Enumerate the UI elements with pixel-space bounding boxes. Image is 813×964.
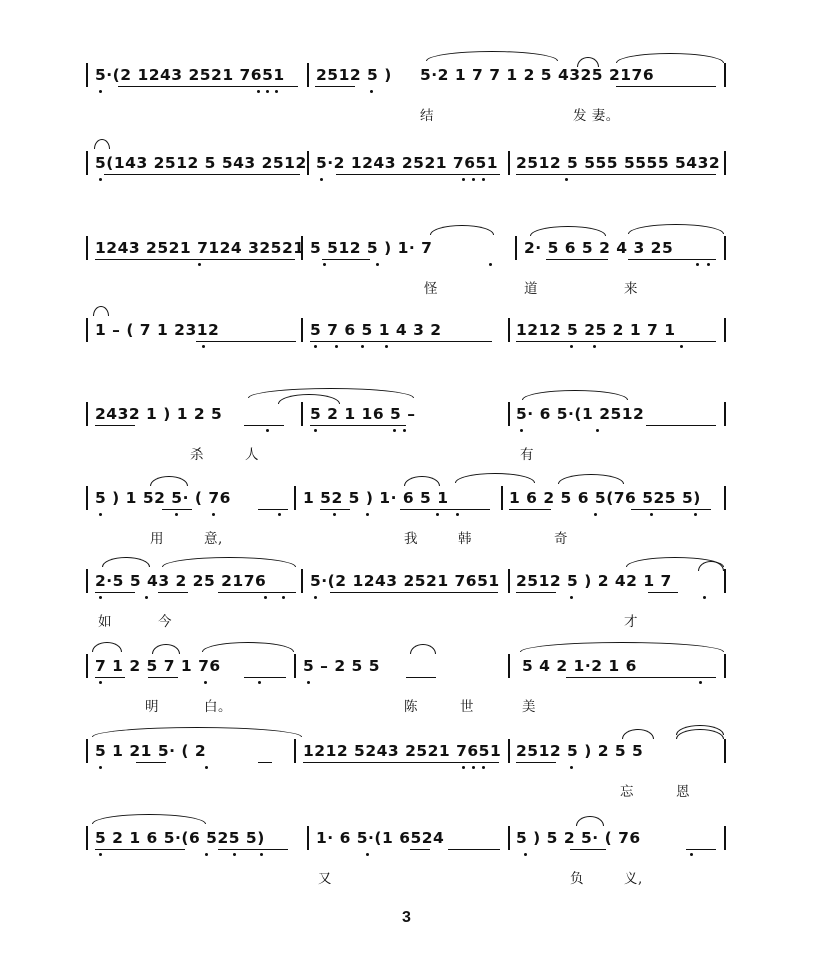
barline	[307, 63, 309, 87]
barline	[86, 402, 88, 426]
octave-dot	[257, 90, 260, 93]
octave-dot	[594, 513, 597, 516]
underline	[546, 259, 608, 260]
staff-system	[0, 236, 813, 318]
octave-dot	[482, 178, 485, 181]
measure-notes: 5 – 2 5 5	[303, 657, 380, 675]
barline	[724, 63, 726, 87]
underline	[303, 762, 499, 763]
underline	[258, 509, 288, 510]
lyric: 明	[145, 699, 159, 715]
octave-dot	[278, 513, 281, 516]
octave-dot	[361, 345, 364, 348]
staff-system	[0, 654, 813, 736]
octave-dot	[489, 263, 492, 266]
octave-dot	[99, 513, 102, 516]
octave-dot	[204, 681, 207, 684]
octave-dot	[266, 90, 269, 93]
barline	[301, 569, 303, 593]
barline	[724, 486, 726, 510]
lyric: 我	[404, 531, 418, 547]
lyric: 负	[570, 871, 584, 887]
underline	[628, 259, 716, 260]
octave-dot	[570, 766, 573, 769]
measure-notes: 2512 5 )	[316, 66, 392, 84]
octave-dot	[472, 178, 475, 181]
measure-notes: 5 512 5 ) 1· 7	[310, 239, 433, 257]
barline	[515, 236, 517, 260]
octave-dot	[703, 596, 706, 599]
lyric: 才	[624, 614, 638, 630]
octave-dot	[696, 263, 699, 266]
octave-dot	[205, 766, 208, 769]
underline	[95, 259, 295, 260]
octave-dot	[570, 596, 573, 599]
barline	[307, 151, 309, 175]
barline	[508, 569, 510, 593]
barline	[307, 826, 309, 850]
barline	[724, 569, 726, 593]
octave-dot	[570, 345, 573, 348]
lyric: 如	[98, 614, 112, 630]
underline	[158, 592, 188, 593]
octave-dot	[323, 263, 326, 266]
measure-notes: 1212 5243 2521 7651	[303, 742, 502, 760]
measure-notes: 5·(2 1243 2521 7651	[310, 572, 500, 590]
lyric: 世	[460, 699, 474, 715]
octave-dot	[524, 853, 527, 856]
measure-notes: 2432 1 ) 1 2 5	[95, 405, 223, 423]
octave-dot	[462, 766, 465, 769]
barline	[86, 654, 88, 678]
lyric: 今	[158, 614, 172, 630]
measure-notes: 7 1 2 5 7 1 76	[95, 657, 221, 675]
underline	[566, 677, 716, 678]
octave-dot	[385, 345, 388, 348]
octave-dot	[264, 596, 267, 599]
lyric: 美	[522, 699, 536, 715]
underline	[448, 849, 500, 850]
underline	[244, 677, 286, 678]
lyric: 意,	[204, 531, 223, 547]
octave-dot	[314, 429, 317, 432]
staff-system	[0, 826, 813, 908]
measure-notes: 5·2 1243 2521 7651	[316, 154, 499, 172]
lyric: 有	[520, 447, 534, 463]
lyric: 结	[420, 108, 434, 124]
octave-dot	[145, 596, 148, 599]
barline	[508, 151, 510, 175]
measure-notes: 2512 5 555 5555 5432	[516, 154, 721, 172]
underline	[616, 86, 716, 87]
barline	[508, 826, 510, 850]
barline	[724, 151, 726, 175]
lyric: 又	[318, 871, 332, 887]
underline	[95, 849, 185, 850]
octave-dot	[307, 681, 310, 684]
barline	[86, 739, 88, 763]
measure-notes: 2512 5 ) 2 42 1 7	[516, 572, 672, 590]
measure-notes: 5 2 1 16 5 –	[310, 405, 416, 423]
octave-dot	[472, 766, 475, 769]
octave-dot	[333, 513, 336, 516]
underline	[136, 762, 166, 763]
staff-system	[0, 151, 813, 233]
barline	[724, 236, 726, 260]
octave-dot	[366, 853, 369, 856]
measure-notes: 5 7 6 5 1 4 3 2	[310, 321, 442, 339]
octave-dot	[596, 429, 599, 432]
barline	[724, 826, 726, 850]
barline	[86, 236, 88, 260]
measure-notes: 5 ) 5 2 5· ( 76	[516, 829, 641, 847]
barline	[294, 486, 296, 510]
lyric: 奇	[554, 531, 568, 547]
underline	[244, 425, 284, 426]
octave-dot	[212, 513, 215, 516]
slur	[426, 51, 558, 61]
slur	[616, 53, 724, 63]
underline	[310, 341, 492, 342]
lyric: 恩	[676, 784, 690, 800]
octave-dot	[99, 596, 102, 599]
barline	[86, 486, 88, 510]
underline	[410, 849, 430, 850]
underline	[400, 509, 490, 510]
barline	[301, 402, 303, 426]
octave-dot	[403, 429, 406, 432]
octave-dot	[314, 596, 317, 599]
lyric: 陈	[404, 699, 418, 715]
octave-dot	[258, 681, 261, 684]
staff-system	[0, 318, 813, 400]
barline	[724, 739, 726, 763]
underline	[686, 849, 716, 850]
barline	[301, 318, 303, 342]
measure-notes: 1 52 5 ) 1· 6 5 1	[303, 489, 449, 507]
octave-dot	[175, 513, 178, 516]
underline	[258, 762, 272, 763]
underline	[516, 174, 716, 175]
underline	[196, 341, 296, 342]
octave-dot	[366, 513, 369, 516]
barline	[86, 63, 88, 87]
barline	[86, 826, 88, 850]
octave-dot	[520, 429, 523, 432]
measure-notes: 1212 5 25 2 1 7 1	[516, 321, 676, 339]
underline	[310, 425, 406, 426]
octave-dot	[376, 263, 379, 266]
measure-notes: 2·5 5 43 2 25 2176	[95, 572, 267, 590]
measure-notes: 5·(2 1243 2521 7651	[95, 66, 285, 84]
underline	[509, 509, 551, 510]
measure-notes: 1 6 2 5 6 5(76 525 5)	[509, 489, 701, 507]
barline	[508, 739, 510, 763]
octave-dot	[99, 766, 102, 769]
underline	[95, 425, 135, 426]
octave-dot	[462, 178, 465, 181]
measure-notes: 2· 5 6 5 2 4 3 25	[524, 239, 674, 257]
octave-dot	[99, 90, 102, 93]
underline	[315, 86, 355, 87]
lyric: 韩	[458, 531, 472, 547]
barline	[508, 402, 510, 426]
octave-dot	[198, 263, 201, 266]
octave-dot	[690, 853, 693, 856]
underline	[162, 509, 192, 510]
barline	[86, 318, 88, 342]
lyric: 用	[150, 531, 164, 547]
measure-notes: 5 ) 1 52 5· ( 76	[95, 489, 231, 507]
lyric: 白。	[204, 699, 232, 715]
slur	[577, 57, 599, 67]
octave-dot	[314, 345, 317, 348]
underline	[104, 174, 300, 175]
octave-dot	[456, 513, 459, 516]
underline	[95, 592, 135, 593]
measure-notes: 5(143 2512 5 543 2512	[95, 154, 307, 172]
lyric: 来	[624, 281, 638, 297]
lyric: 发 妻。	[573, 108, 620, 124]
underline	[330, 592, 498, 593]
octave-dot	[275, 90, 278, 93]
octave-dot	[233, 853, 236, 856]
octave-dot	[205, 853, 208, 856]
lyric: 人	[245, 447, 259, 463]
underline	[646, 425, 716, 426]
measure-notes: 1· 6 5·(1 6524	[316, 829, 445, 847]
measure-notes: 5 1 21 5· ( 2	[95, 742, 207, 760]
page-number: 3	[402, 909, 411, 926]
octave-dot	[335, 345, 338, 348]
measure-notes: 5 2 1 6 5·(6 525 5)	[95, 829, 265, 847]
underline	[320, 509, 350, 510]
octave-dot	[650, 513, 653, 516]
measure-notes: 5· 6 5·(1 2512	[516, 405, 645, 423]
barline	[294, 739, 296, 763]
octave-dot	[260, 853, 263, 856]
barline	[508, 318, 510, 342]
octave-dot	[593, 345, 596, 348]
octave-dot	[282, 596, 285, 599]
barline	[724, 402, 726, 426]
barline	[724, 654, 726, 678]
octave-dot	[202, 345, 205, 348]
measure-notes: 1243 2521 7124 32521	[95, 239, 305, 257]
underline	[631, 509, 711, 510]
underline	[118, 86, 298, 87]
octave-dot	[320, 178, 323, 181]
lyric: 道	[524, 281, 538, 297]
lyric: 义,	[624, 871, 643, 887]
underline	[516, 592, 556, 593]
octave-dot	[266, 429, 269, 432]
octave-dot	[370, 90, 373, 93]
barline	[724, 318, 726, 342]
underline	[516, 762, 556, 763]
staff-system	[0, 739, 813, 821]
octave-dot	[565, 178, 568, 181]
lyric: 怪	[424, 281, 438, 297]
barline	[86, 151, 88, 175]
octave-dot	[393, 429, 396, 432]
underline	[648, 592, 678, 593]
octave-dot	[694, 513, 697, 516]
barline	[294, 654, 296, 678]
underline	[322, 259, 370, 260]
staff-system	[0, 486, 813, 568]
barline	[501, 486, 503, 510]
underline	[570, 849, 606, 850]
measure-notes: 5 4 2 1·2 1 6	[522, 657, 637, 675]
barline	[508, 654, 510, 678]
underline	[406, 677, 436, 678]
lyric: 杀	[190, 447, 204, 463]
staff-system	[0, 63, 813, 145]
octave-dot	[436, 513, 439, 516]
octave-dot	[482, 766, 485, 769]
measure-notes: 1 – ( 7 1 2312	[95, 321, 220, 339]
octave-dot	[99, 853, 102, 856]
staff-system	[0, 402, 813, 484]
octave-dot	[99, 178, 102, 181]
staff-system	[0, 569, 813, 651]
underline	[516, 341, 716, 342]
underline	[148, 677, 178, 678]
octave-dot	[699, 681, 702, 684]
underline	[95, 677, 125, 678]
measure-notes: 5·2 1 7 7 1 2 5 4325 2176	[420, 66, 655, 84]
underline	[336, 174, 500, 175]
lyric: 忘	[620, 784, 634, 800]
barline	[86, 569, 88, 593]
underline	[218, 849, 288, 850]
underline	[218, 592, 296, 593]
octave-dot	[99, 681, 102, 684]
octave-dot	[707, 263, 710, 266]
octave-dot	[680, 345, 683, 348]
measure-notes: 2512 5 ) 2 5 5	[516, 742, 644, 760]
